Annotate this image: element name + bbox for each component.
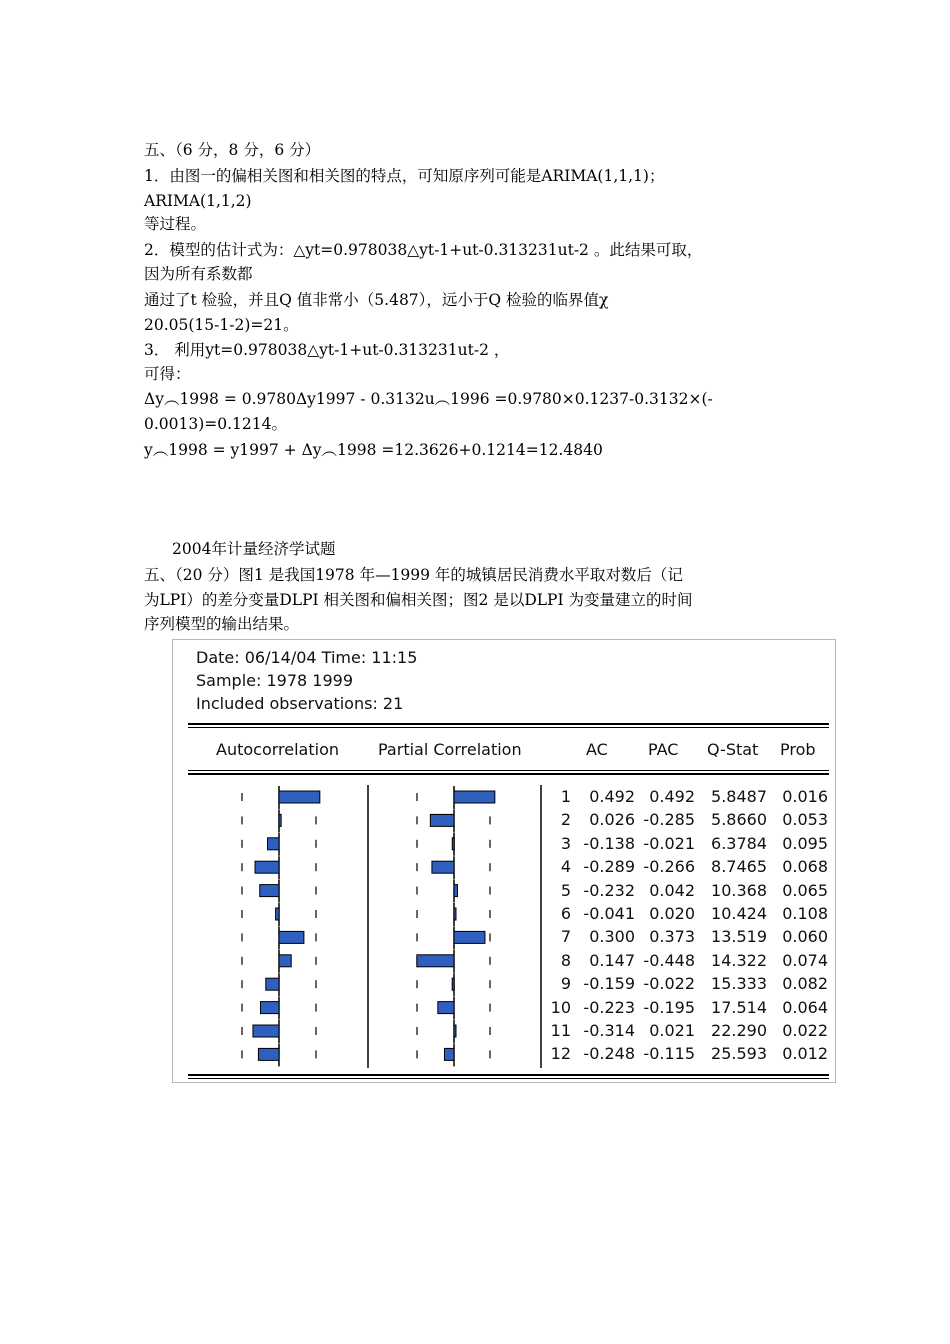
prob-value-lag-9: 0.082 <box>782 974 828 994</box>
lag-lag-2: 2 <box>560 810 571 830</box>
qstat-value-lag-9: 15.333 <box>711 974 767 994</box>
answer-line-1: 1．由图一的偏相关图和相关图的特点，可知原序列可能是ARIMA(1,1,1)； <box>144 167 665 185</box>
pac-bar-lag-11 <box>454 1025 456 1037</box>
answer-line-9: 可得： <box>144 365 191 383</box>
ac-bar-lag-3 <box>268 838 279 850</box>
sample-line: Sample: 1978 1999 <box>196 671 353 690</box>
ac-value-lag-5: -0.232 <box>583 880 635 900</box>
pac-bar-lag-3 <box>452 838 454 850</box>
lag-lag-10: 10 <box>550 997 571 1017</box>
pac-value-lag-2: -0.285 <box>643 810 695 830</box>
ac-value-lag-9: -0.159 <box>583 974 635 994</box>
pac-value-lag-11: 0.021 <box>649 1021 695 1040</box>
pac-bar-lag-5 <box>454 885 457 897</box>
lag-lag-1: 1 <box>560 787 571 806</box>
ac-value-lag-8: 0.147 <box>589 950 635 970</box>
pac-value-lag-6: 0.020 <box>649 904 695 923</box>
ac-value-lag-10: -0.223 <box>583 997 635 1017</box>
answer-line-11: 0.0013)=0.1214。 <box>144 415 288 433</box>
pac-value-lag-10: -0.195 <box>643 997 695 1017</box>
lag-lag-5: 5 <box>560 880 571 900</box>
observations-line: Included observations: 21 <box>196 694 404 713</box>
answer-line-5: 因为所有系数都 <box>144 265 253 283</box>
ac-value-lag-4: -0.289 <box>583 857 635 877</box>
lag-lag-3: 3 <box>560 833 571 853</box>
prob-value-lag-10: 0.064 <box>782 997 828 1017</box>
pac-value-lag-5: 0.042 <box>649 880 695 900</box>
correlogram-panel <box>172 639 836 1083</box>
prob-value-lag-6: 0.108 <box>782 904 828 923</box>
pac-bar-lag-2 <box>430 814 454 826</box>
question-line-1: 五、（20 分）图1 是我国1978 年—1999 年的城镇居民消费水平取对数后（记 <box>144 566 683 584</box>
pac-bar-lag-12 <box>444 1048 454 1060</box>
ac-value-lag-3: -0.138 <box>583 833 635 853</box>
prob-value-lag-3: 0.095 <box>782 833 828 853</box>
ac-bar-lag-2 <box>279 814 281 826</box>
ac-bar-lag-10 <box>260 1002 279 1014</box>
ac-value-lag-7: 0.300 <box>589 927 635 947</box>
pac-value-lag-9: -0.022 <box>643 974 695 994</box>
pac-bar-lag-10 <box>438 1002 454 1014</box>
pac-bar-lag-8 <box>417 955 454 967</box>
ac-bar-lag-1 <box>279 791 320 803</box>
section-heading: 五、（6 分，8 分，6 分） <box>144 141 321 159</box>
answer-line-3: 等过程。 <box>144 215 207 233</box>
prob-value-lag-2: 0.053 <box>782 810 828 830</box>
qstat-value-lag-1: 5.8487 <box>711 787 767 806</box>
prob-header: Prob <box>780 740 816 759</box>
ac-value-lag-2: 0.026 <box>589 810 635 830</box>
qstat-value-lag-12: 25.593 <box>711 1044 767 1064</box>
exam-title: 2004年计量经济学试题 <box>172 540 336 558</box>
lag-lag-6: 6 <box>560 904 571 923</box>
ac-bar-lag-12 <box>258 1048 279 1060</box>
ac-value-lag-6: -0.041 <box>583 904 635 923</box>
pac-bar-lag-6 <box>454 908 456 920</box>
footer-divider <box>188 1074 829 1079</box>
answer-line-6: 通过了t 检验，并且Q 值非常小（5.487），远小于Q 检验的临界值χ <box>144 291 609 309</box>
pac-value-lag-12: -0.115 <box>643 1044 695 1064</box>
lag-lag-9: 9 <box>560 974 571 994</box>
answer-line-10: Δy︵1998 = 0.9780Δy1997 - 0.3132u︵1996 =0.9780×0.1237-0.3132×(- <box>144 390 713 408</box>
lag-lag-11: 11 <box>550 1021 571 1040</box>
answer-line-7: 20.05(15-1-2)=21。 <box>144 316 299 334</box>
qstat-value-lag-2: 5.8660 <box>711 810 767 830</box>
pac-value-lag-1: 0.492 <box>649 787 695 806</box>
pac-bar-lag-9 <box>452 978 454 990</box>
partial-correlation-header: Partial Correlation <box>378 740 522 759</box>
autocorrelation-header: Autocorrelation <box>216 740 339 759</box>
pac-bar-lag-7 <box>454 931 485 943</box>
lag-lag-7: 7 <box>560 927 571 947</box>
ac-value-lag-11: -0.314 <box>583 1021 635 1040</box>
lag-lag-12: 12 <box>550 1044 571 1064</box>
qstat-value-lag-3: 6.3784 <box>711 833 767 853</box>
pac-value-lag-8: -0.448 <box>643 950 695 970</box>
ac-bar-lag-4 <box>255 861 279 873</box>
qstat-value-lag-10: 17.514 <box>711 997 767 1017</box>
ac-bar-lag-5 <box>260 885 279 897</box>
lag-lag-4: 4 <box>560 857 571 877</box>
ac-bar-lag-6 <box>276 908 279 920</box>
prob-value-lag-11: 0.022 <box>782 1021 828 1040</box>
pac-value-lag-3: -0.021 <box>643 833 695 853</box>
answer-line-4: 2．模型的估计式为：△yt=0.978038△yt-1+ut-0.313231ut-2 。此结果可取， <box>144 241 703 259</box>
ac-bar-lag-7 <box>279 931 304 943</box>
ac-bar-lag-11 <box>253 1025 279 1037</box>
prob-value-lag-1: 0.016 <box>782 787 828 806</box>
qstat-value-lag-8: 14.322 <box>711 950 767 970</box>
prob-value-lag-12: 0.012 <box>782 1044 828 1064</box>
pac-value-lag-4: -0.266 <box>643 857 695 877</box>
prob-value-lag-7: 0.060 <box>782 927 828 947</box>
qstat-value-lag-5: 10.368 <box>711 880 767 900</box>
prob-value-lag-8: 0.074 <box>782 950 828 970</box>
qstat-value-lag-6: 10.424 <box>711 904 767 923</box>
pac-bar-lag-4 <box>432 861 454 873</box>
pac-header: PAC <box>648 740 679 759</box>
question-line-2: 为LPI）的差分变量DLPI 相关图和偏相关图；图2 是以DLPI 为变量建立的时间 <box>144 591 693 609</box>
ac-header: AC <box>586 740 608 759</box>
prob-value-lag-4: 0.068 <box>782 857 828 877</box>
question-line-3: 序列模型的输出结果。 <box>144 615 300 633</box>
answer-line-8: 3． 利用yt=0.978038△yt-1+ut-0.313231ut-2 ， <box>144 341 510 359</box>
ac-value-lag-12: -0.248 <box>583 1044 635 1064</box>
date-line: Date: 06/14/04 Time: 11:15 <box>196 648 418 667</box>
pac-bar-lag-1 <box>454 791 495 803</box>
qstat-value-lag-11: 22.290 <box>711 1021 767 1040</box>
answer-line-2: ARIMA(1,1,2) <box>144 192 252 210</box>
qstat-value-lag-4: 8.7465 <box>711 857 767 877</box>
lag-lag-8: 8 <box>560 950 571 970</box>
ac-value-lag-1: 0.492 <box>589 787 635 806</box>
pac-value-lag-7: 0.373 <box>649 927 695 947</box>
qstat-value-lag-7: 13.519 <box>711 927 767 947</box>
ac-bar-lag-8 <box>279 955 291 967</box>
ac-bar-lag-9 <box>266 978 279 990</box>
answer-line-12: y︵1998 = y1997 + Δy︵1998 =12.3626+0.1214=12.4840 <box>144 441 603 459</box>
qstat-header: Q-Stat <box>707 740 759 759</box>
prob-value-lag-5: 0.065 <box>782 880 828 900</box>
